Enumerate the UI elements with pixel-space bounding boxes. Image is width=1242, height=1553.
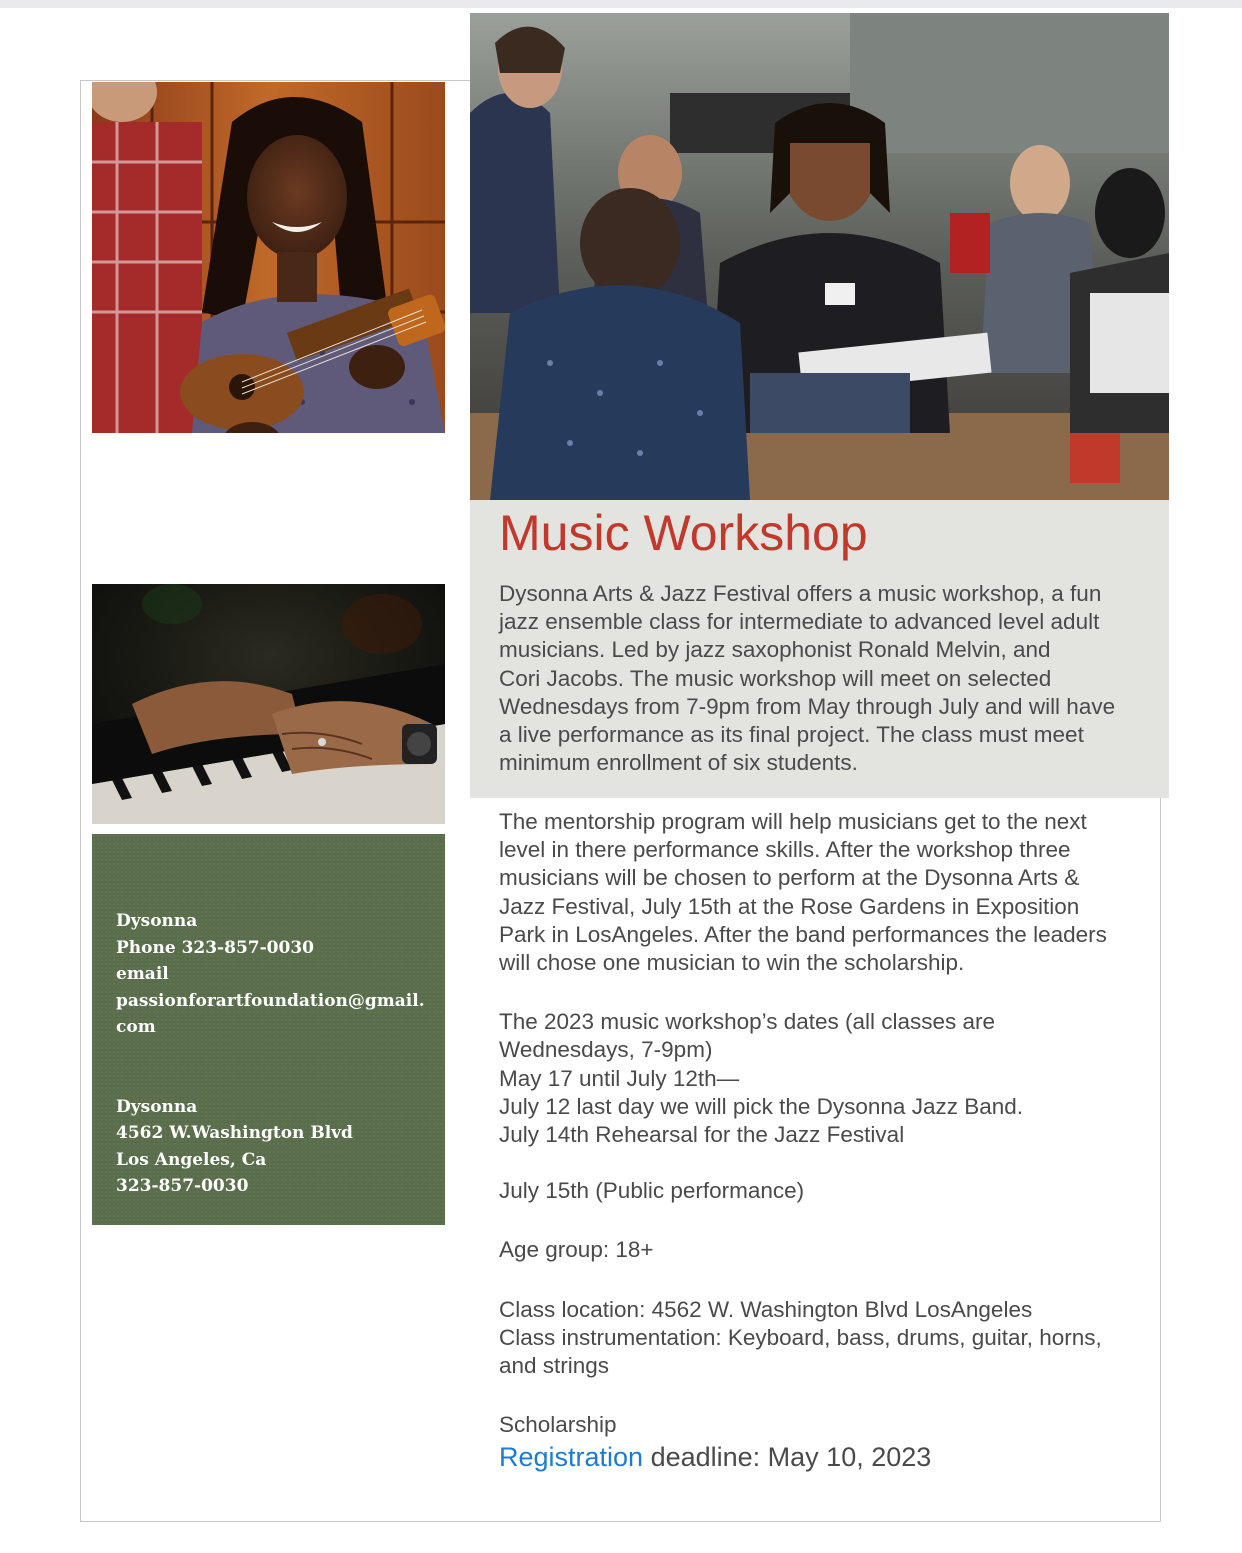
mentorship-line: will chose one musician to win the scholarship. <box>499 950 965 976</box>
dates-line: July 14th Rehearsal for the Jazz Festival <box>499 1122 905 1148</box>
address-phone[interactable]: 323-857-0030 <box>116 1176 249 1196</box>
registration-link[interactable]: Registration <box>499 1442 644 1473</box>
workshop-classroom-photo <box>470 13 1169 500</box>
contact-spacer <box>116 1041 427 1094</box>
dates-line: May 17 until July 12th— <box>499 1065 740 1091</box>
details-section <box>499 808 1107 1473</box>
scholarship-label: Scholarship <box>499 1412 617 1438</box>
location-line: Class location: 4562 W. Washington Blvd LosAngeles <box>499 1296 1033 1322</box>
mentorship-line: Jazz Festival, July 15th at the Rose Gardens in Exposition <box>499 893 1080 919</box>
address-street: 4562 W.Washington Blvd <box>116 1123 353 1143</box>
location-line: Class instrumentation: Keyboard, bass, drums, guitar, horns, <box>499 1324 1102 1350</box>
age-group: Age group: 18+ <box>499 1237 654 1263</box>
section-spacer <box>499 1205 1107 1236</box>
contact-phone[interactable]: Phone 323-857-0030 <box>116 937 314 958</box>
mentorship-line: The mentorship program will help musicians get to the next <box>499 809 1087 834</box>
registration-deadline: deadline: May 10, 2023 <box>643 1442 932 1473</box>
mentorship-line: level in there performance skills. After the workshop three <box>499 837 1071 863</box>
intro-line: a live performance as its final project. The class must meet <box>499 722 1084 748</box>
public-performance: July 15th (Public performance) <box>499 1178 805 1204</box>
contact-email-line2[interactable]: com <box>116 1017 156 1037</box>
section-spacer <box>499 977 1107 1008</box>
dates-line: July 12 last day we will pick the Dysonna Jazz Band. <box>499 1093 1024 1119</box>
contact-email-line1[interactable]: passionforartfoundation@gmail. <box>116 990 425 1011</box>
dates-line: Wednesdays, 7-9pm) <box>499 1037 713 1063</box>
intro-line: minimum enrollment of six students. <box>499 750 858 776</box>
location-line: and strings <box>499 1353 610 1379</box>
section-spacer <box>499 1380 1107 1411</box>
intro-paragraph <box>499 580 1115 777</box>
address-city: Los Angeles, Ca <box>116 1149 267 1170</box>
section-spacer <box>499 1265 1107 1296</box>
dates-line: The 2023 music workshop’s dates (all classes are <box>499 1009 996 1035</box>
section-spacer <box>499 1149 1107 1177</box>
address-name: Dysonna <box>116 1096 198 1117</box>
page-title: Music Workshop <box>499 505 868 561</box>
ukulele-player-photo <box>92 82 445 433</box>
registration-line <box>499 1441 1107 1473</box>
intro-line: Wednesdays from 7-9pm from May through July and will have <box>499 693 1116 719</box>
intro-line: Dysonna Arts & Jazz Festival offers a music workshop, a fun <box>499 581 1102 606</box>
contact-name: Dysonna <box>116 911 198 931</box>
mentorship-line: Park in LosAngeles. After the band performances the leaders <box>499 921 1107 947</box>
top-strip <box>0 0 1242 8</box>
intro-line: jazz ensemble class for intermediate to advanced level adult <box>499 609 1100 635</box>
mentorship-line: musicians will be chosen to perform at the Dysonna Arts & <box>499 865 1080 891</box>
intro-line: Cori Jacobs. The music workshop will meet on selected <box>499 665 1052 691</box>
contact-email-label: email <box>116 964 169 984</box>
piano-hands-photo <box>92 584 445 824</box>
intro-line: musicians. Led by jazz saxophonist Ronald Melvin, and <box>499 637 1051 663</box>
contact-card <box>92 834 445 1225</box>
